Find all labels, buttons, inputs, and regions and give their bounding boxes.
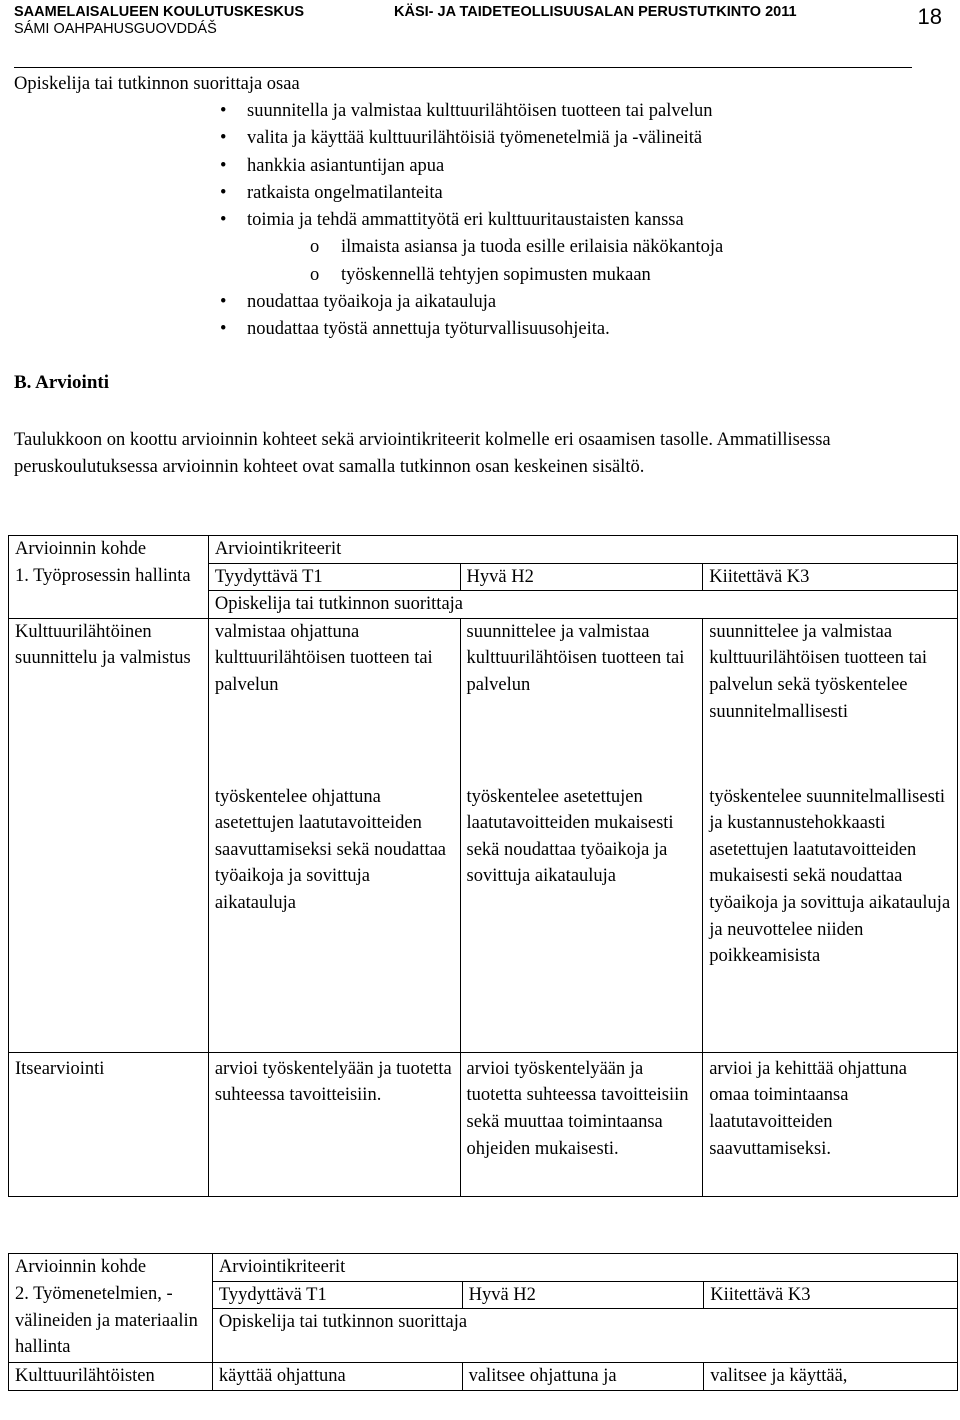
- list-item: • toimia ja tehdä ammattityötä eri kulttuuritaustaisten kanssa: [14, 207, 723, 234]
- table-header-criteria: Arviointikriteerit: [208, 536, 957, 564]
- table-header-criteria: Arviointikriteerit: [212, 1254, 957, 1282]
- assessment-table-1: [8, 535, 958, 1197]
- level-h2: Hyvä H2: [460, 563, 703, 591]
- page-header: [0, 0, 960, 72]
- section-paragraph: Taulukkoon on koottu arvioinnin kohteet sekä arviointikriteerit kolmelle eri osaamisen tasolle. Ammatillisessa peruskoulutuksessa arvioinnin kohteet ovat samalla tutkinnon osan keskeinen sisältö.: [14, 430, 831, 477]
- org-name: SAAMELAISALUEEN KOULUTUSKESKUS: [14, 4, 305, 20]
- row-label: Itsearviointi: [9, 1052, 209, 1196]
- criteria-cell: työskentelee asetettujen laatutavoitteiden mukaisesti sekä noudattaa työaikoja ja sovittuja aikatauluja: [460, 784, 703, 1053]
- list-item: • noudattaa työaikoja ja aikatauluja: [14, 289, 723, 316]
- table-subheader: Opiskelija tai tutkinnon suorittaja: [208, 591, 957, 619]
- level-t1: Tyydyttävä T1: [208, 563, 460, 591]
- list-item: • hankkia asiantuntijan apua: [14, 153, 723, 180]
- header-rule: [14, 67, 912, 68]
- skills-list: [14, 98, 723, 344]
- criteria-cell: arvioi ja kehittää ohjattuna omaa toimintaansa laatutavoitteiden saavuttamiseksi.: [703, 1052, 958, 1196]
- table-header-target: Arvioinnin kohde: [9, 536, 209, 564]
- criteria-cell: valitsee ja käyttää,: [704, 1363, 958, 1391]
- criteria-cell: suunnittelee ja valmistaa kulttuurilähtöisen tuotteen tai palvelun sekä työskentelee suunnitelmallisesti: [703, 618, 958, 783]
- sub-list-item: o ilmaista asiansa ja tuoda esille erilaisia näkökantoja: [14, 234, 723, 261]
- list-item: • noudattaa työstä annettuja työturvallisuusohjeita.: [14, 316, 723, 343]
- row-label: Kulttuurilähtöinen suunnittelu ja valmistus: [9, 618, 209, 1052]
- list-item: • ratkaista ongelmatilanteita: [14, 180, 723, 207]
- criteria-cell: työskentelee ohjattuna asetettujen laatutavoitteiden saavuttamiseksi sekä noudattaa työaikoja ja sovittuja aikatauluja: [208, 784, 460, 1053]
- sub-list-item: o työskennellä tehtyjen sopimusten mukaan: [14, 262, 723, 289]
- intro-text: Opiskelija tai tutkinnon suorittaja osaa: [14, 74, 300, 94]
- criteria-cell: valitsee ohjattuna ja: [462, 1363, 704, 1391]
- list-item: • valita ja käyttää kulttuurilähtöisiä työmenetelmiä ja -välineitä: [14, 125, 723, 152]
- page-number: 18: [917, 4, 942, 29]
- assessment-table-2: [8, 1253, 958, 1391]
- target-title: 1. Työprosessin hallinta: [9, 563, 209, 618]
- criteria-cell: valmistaa ohjattuna kulttuurilähtöisen tuotteen tai palvelun: [208, 618, 460, 783]
- criteria-cell: työskentelee suunnitelmallisesti ja kustannustehokkaasti asetettujen laatutavoitteiden mukaisesti sekä noudattaa työaikoja ja sovittuja aikatauluja ja neuvottelee niiden poikkeamisista: [703, 784, 958, 1053]
- table-subheader: Opiskelija tai tutkinnon suorittaja: [212, 1309, 957, 1363]
- level-k3: Kiitettävä K3: [703, 563, 958, 591]
- criteria-cell: arvioi työskentelyään ja tuotetta suhteessa tavoitteisiin.: [208, 1052, 460, 1196]
- section-heading: B. Arviointi: [14, 372, 110, 393]
- row-label: Kulttuurilähtöisten: [9, 1363, 213, 1391]
- level-t1: Tyydyttävä T1: [212, 1281, 462, 1309]
- org-name-sami: SÁMI OAHPAHUSGUOVDDÁŠ: [14, 21, 217, 37]
- criteria-cell: arvioi työskentelyään ja tuotetta suhteessa tavoitteisiin sekä muuttaa toimintaansa ohjeiden mukaisesti.: [460, 1052, 703, 1196]
- list-item: • suunnitella ja valmistaa kulttuurilähtöisen tuotteen tai palvelun: [14, 98, 723, 125]
- criteria-cell: käyttää ohjattuna: [212, 1363, 462, 1391]
- target-title: 2. Työmenetelmien, -välineiden ja materiaalin hallinta: [9, 1281, 213, 1363]
- criteria-cell: suunnittelee ja valmistaa kulttuurilähtöisen tuotteen tai palvelun: [460, 618, 703, 783]
- table-header-target: Arvioinnin kohde: [9, 1254, 213, 1282]
- degree-title: KÄSI- JA TAIDETEOLLISUUSALAN PERUSTUTKINTO 2011: [394, 4, 797, 20]
- level-h2: Hyvä H2: [462, 1281, 704, 1309]
- level-k3: Kiitettävä K3: [704, 1281, 958, 1309]
